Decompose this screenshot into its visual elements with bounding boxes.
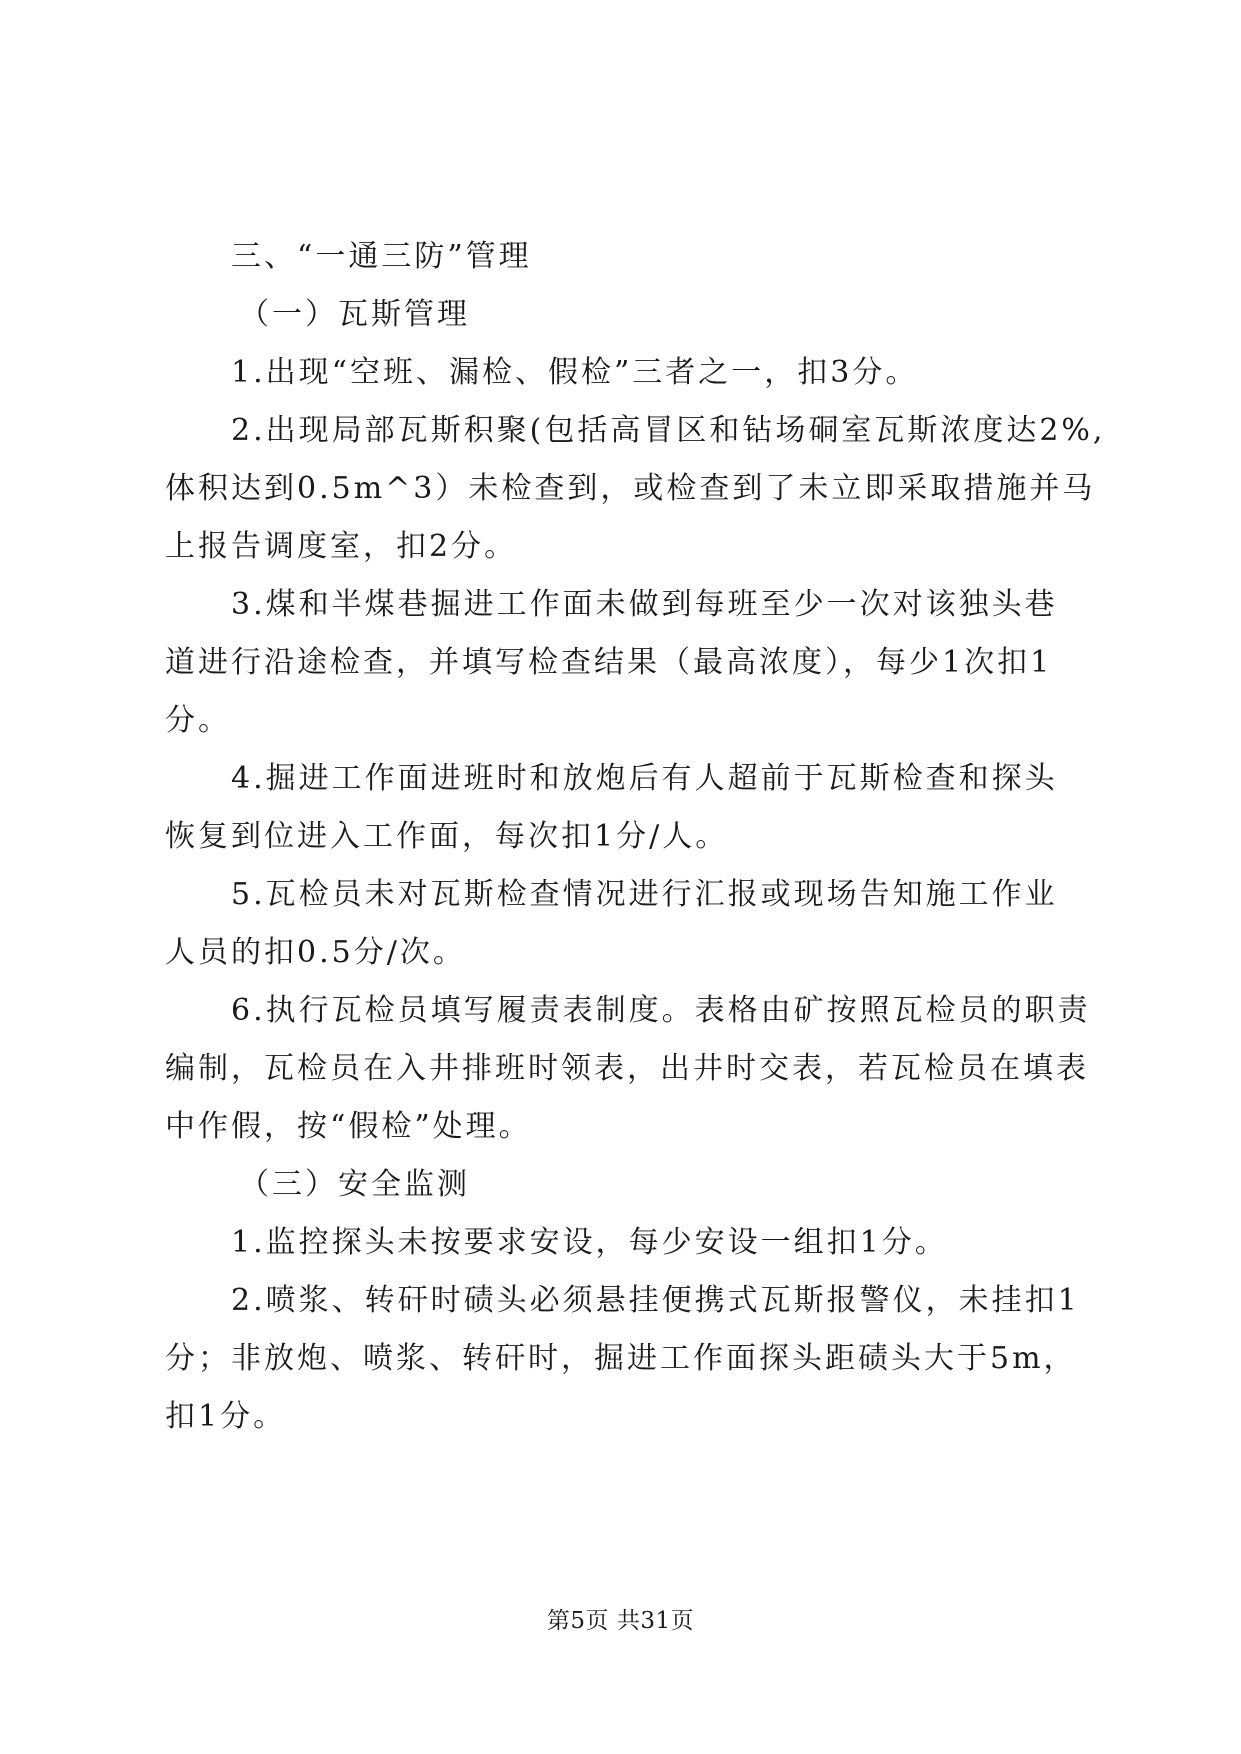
paragraph-line: 2.出现局部瓦斯积聚(包括高冒区和钻场硐室瓦斯浓度达2%, <box>231 413 1106 448</box>
subsection-heading: （一）瓦斯管理 <box>239 297 470 332</box>
paragraph-line: 3.煤和半煤巷掘进工作面未做到每班至少一次对该独头巷 <box>231 587 1058 622</box>
paragraph-line: 人员的扣0.5分/次。 <box>165 935 466 970</box>
paragraph-line: 扣1分。 <box>165 1399 287 1434</box>
paragraph-line: 道进行沿途检查，并填写检查结果（最高浓度），每少1次扣1 <box>165 645 1053 680</box>
paragraph-line: 恢复到位进入工作面，每次扣1分/人。 <box>165 819 729 854</box>
paragraph-line: 分；非放炮、喷浆、转矸时，掘进工作面探头距碛头大于5m， <box>165 1341 1077 1376</box>
paragraph-line: 5.瓦检员未对瓦斯检查情况进行汇报或现场告知施工作业 <box>231 877 1058 912</box>
subsection-heading: （三）安全监测 <box>239 1167 470 1202</box>
paragraph-line: 6.执行瓦检员填写履责表制度。表格由矿按照瓦检员的职责 <box>231 993 1091 1028</box>
paragraph-line: 中作假，按“假检”处理。 <box>165 1109 532 1144</box>
paragraph-line: 4.掘进工作面进班时和放炮后有人超前于瓦斯检查和探头 <box>231 761 1058 796</box>
section-heading: 三、“一通三防”管理 <box>231 239 532 274</box>
document-body <box>165 228 1106 1446</box>
paragraph-line: 编制，瓦检员在入井排班时领表，出井时交表，若瓦检员在填表 <box>165 1051 1089 1086</box>
paragraph-line: 1.监控探头未按要求安设，每少安设一组扣1分。 <box>231 1225 948 1260</box>
paragraph-line: 上报告调度室，扣2分。 <box>165 529 518 564</box>
paragraph-line: 2.喷浆、转矸时碛头必须悬挂便携式瓦斯报警仪，未挂扣1 <box>231 1283 1080 1318</box>
paragraph-line: 1.出现“空班、漏检、假检”三者之一，扣3分。 <box>231 355 919 390</box>
paragraph-line: 分。 <box>165 703 231 738</box>
paragraph-line: 体积达到0.5m^3）未检查到，或检查到了未立即采取措施并马 <box>165 471 1096 506</box>
page-footer: 第5页 共31页 <box>546 1608 695 1634</box>
